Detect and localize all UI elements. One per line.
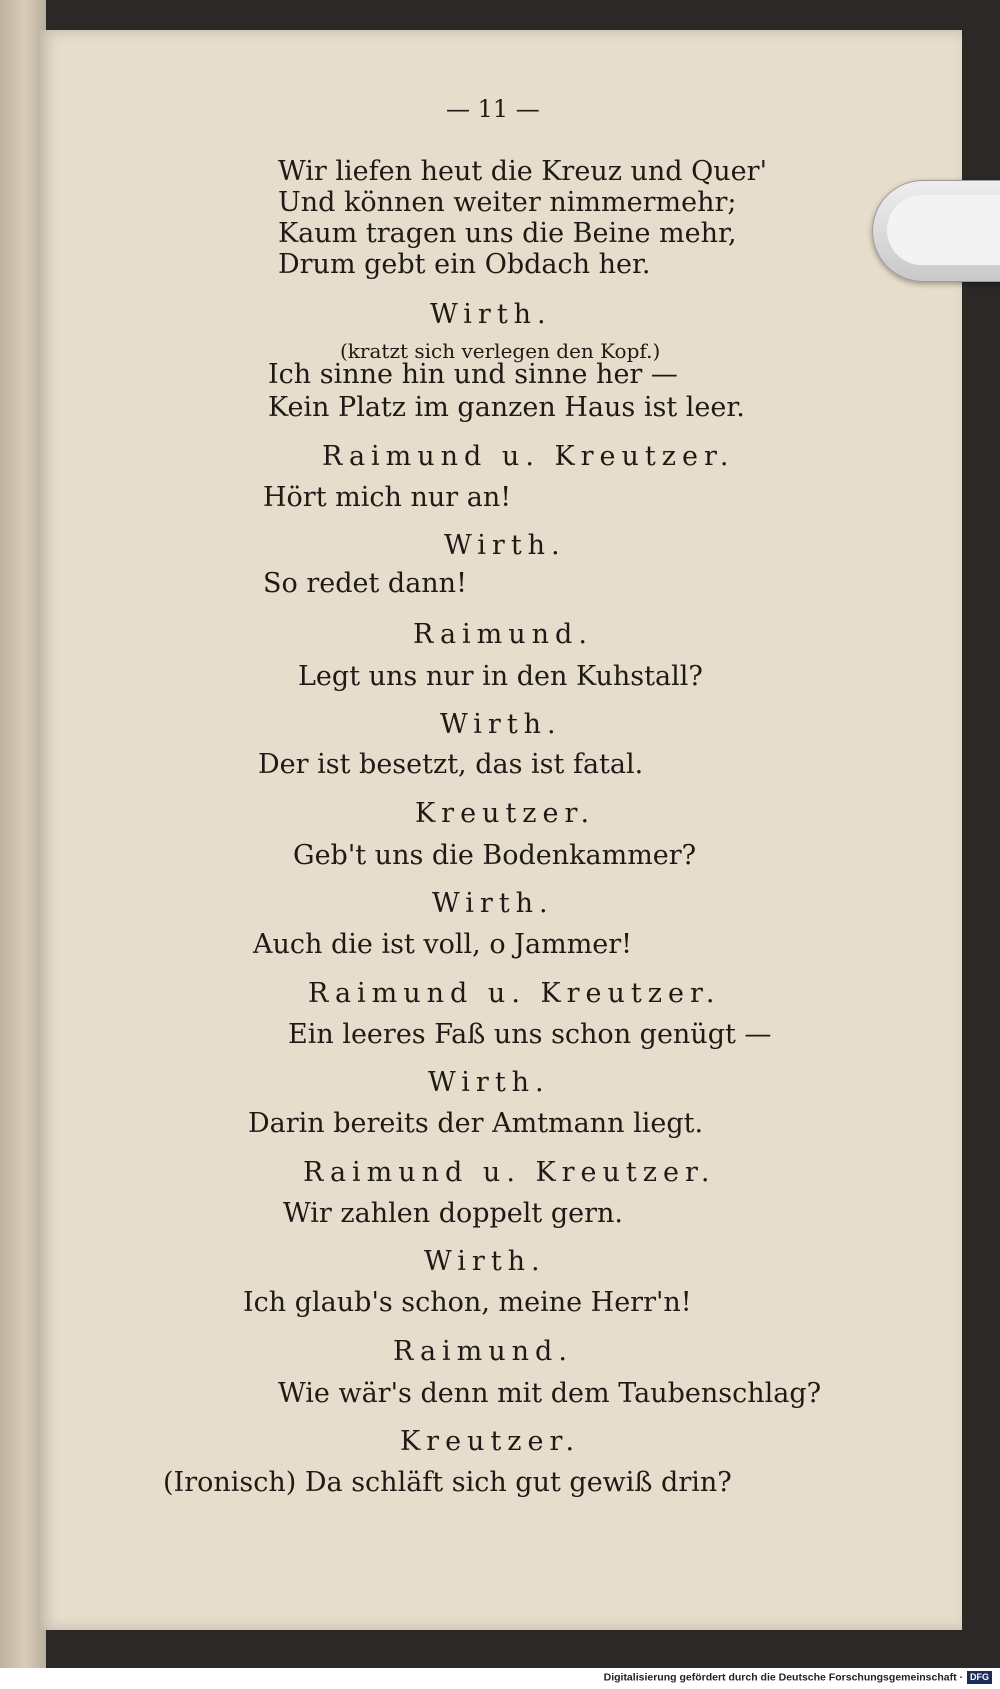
speaker-name: Kreutzer. bbox=[415, 798, 596, 829]
stage-direction: (kratzt sich verlegen den Kopf.) bbox=[340, 339, 661, 363]
speaker-name: Wirth. bbox=[444, 530, 566, 561]
speaker-name: Kreutzer. bbox=[400, 1426, 581, 1457]
funding-credit bbox=[604, 1671, 992, 1684]
page-number: — 11 — bbox=[446, 95, 540, 123]
speaker-name: Raimund u. Kreutzer. bbox=[322, 441, 735, 472]
text-line: Ich glaub's schon, meine Herr'n! bbox=[243, 1287, 692, 1318]
text-line: Hört mich nur an! bbox=[263, 482, 512, 513]
text-line: Kaum tragen uns die Beine mehr, bbox=[278, 218, 737, 249]
funding-credit-text: Digitalisierung gefördert durch die Deutsche Forschungsgemeinschaft · bbox=[603, 1671, 963, 1684]
dfg-logo-icon: DFG bbox=[967, 1671, 992, 1684]
speaker-name: Raimund. bbox=[393, 1336, 573, 1367]
speaker-name: Raimund u. Kreutzer. bbox=[308, 978, 721, 1009]
text-line: Und können weiter nimmermehr; bbox=[278, 187, 737, 218]
text-line: Wir liefen heut die Kreuz und Quer' bbox=[278, 156, 767, 187]
text-line: Drum gebt ein Obdach her. bbox=[278, 249, 651, 280]
bookmark-clip bbox=[872, 180, 1000, 282]
text-line: So redet dann! bbox=[263, 568, 467, 599]
speaker-name: Raimund u. Kreutzer. bbox=[303, 1157, 716, 1188]
text-line: (Ironisch) Da schläft sich gut gewiß drin? bbox=[163, 1467, 732, 1498]
speaker-name: Wirth. bbox=[428, 1067, 550, 1098]
text-line: Geb't uns die Bodenkammer? bbox=[293, 840, 697, 871]
speaker-name: Wirth. bbox=[424, 1246, 546, 1277]
text-line: Auch die ist voll, o Jammer! bbox=[253, 929, 633, 960]
text-line: Ich sinne hin und sinne her — bbox=[268, 359, 678, 390]
speaker-name: Raimund. bbox=[413, 619, 593, 650]
text-line: Legt uns nur in den Kuhstall? bbox=[298, 661, 703, 692]
speaker-name: Wirth. bbox=[440, 709, 562, 740]
text-line: Ein leeres Faß uns schon genügt — bbox=[288, 1019, 772, 1050]
text-line: Wie wär's denn mit dem Taubenschlag? bbox=[278, 1378, 822, 1409]
text-line: Wir zahlen doppelt gern. bbox=[283, 1198, 623, 1229]
text-line: Kein Platz im ganzen Haus ist leer. bbox=[268, 392, 745, 423]
text-line: Darin bereits der Amtmann liegt. bbox=[248, 1108, 704, 1139]
speaker-name: Wirth. bbox=[430, 299, 552, 330]
text-line: Der ist besetzt, das ist fatal. bbox=[258, 749, 644, 780]
speaker-name: Wirth. bbox=[432, 888, 554, 919]
